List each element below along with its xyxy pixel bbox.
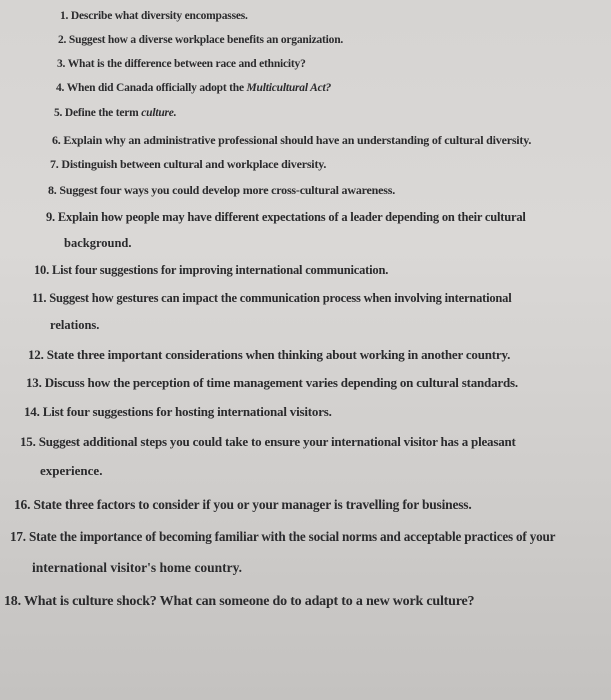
- question-number: 9.: [46, 210, 55, 224]
- question-number: 7.: [50, 157, 59, 171]
- question-number: 4.: [56, 82, 65, 94]
- question-18: [4, 594, 474, 610]
- question-text: Discuss how the perception of time management varies depending on cultural standards.: [44, 375, 518, 390]
- question-number: 6.: [52, 133, 61, 147]
- question-text: Suggest how a diverse workplace benefits an organization.: [68, 34, 344, 46]
- question-15-continuation: experience.: [40, 463, 103, 478]
- question-text: When did Canada officially adopt the: [66, 82, 247, 94]
- question-11-continuation: relations.: [50, 318, 100, 332]
- question-number: 2.: [58, 34, 67, 46]
- question-16: [14, 497, 472, 513]
- question-number: 17.: [10, 529, 26, 544]
- question-text: Suggest how gestures can impact the communication process when involving international: [49, 291, 512, 305]
- question-text: State the importance of becoming familiar with the social norms and acceptable practices of your: [29, 529, 556, 544]
- question-4: [56, 82, 331, 94]
- question-number: 12.: [28, 347, 44, 362]
- question-14: [24, 404, 332, 420]
- question-13: [26, 375, 518, 391]
- question-11: [32, 291, 512, 306]
- question-3: [57, 58, 306, 70]
- question-text: List four suggestions for improving international communication.: [51, 263, 389, 277]
- question-text: Explain how people may have different expectations of a leader depending on their cultural: [57, 210, 526, 224]
- question-12: [28, 347, 510, 363]
- question-6: [52, 133, 531, 148]
- question-9-continuation: background.: [64, 236, 132, 250]
- question-17: [10, 529, 555, 545]
- question-number: 5.: [54, 107, 63, 119]
- question-15: [20, 434, 516, 450]
- question-number: 13.: [26, 375, 42, 390]
- question-emphasis: culture.: [141, 107, 177, 119]
- question-text: State three factors to consider if you or your manager is travelling for business.: [33, 497, 472, 512]
- question-8: [48, 183, 395, 198]
- question-number: 1.: [60, 10, 69, 22]
- question-1: [60, 10, 248, 22]
- question-text: Distinguish between cultural and workplace diversity.: [61, 157, 327, 171]
- question-7: [50, 157, 326, 172]
- question-2: [58, 34, 343, 46]
- question-number: 8.: [48, 183, 57, 197]
- question-text: Suggest four ways you could develop more cross-cultural awareness.: [59, 183, 396, 197]
- question-text: List four suggestions for hosting international visitors.: [42, 404, 332, 419]
- question-9: [46, 210, 526, 225]
- question-10: [34, 263, 388, 278]
- question-emphasis: Multicultural Act?: [246, 82, 332, 94]
- question-number: 3.: [57, 58, 66, 70]
- question-text: Suggest additional steps you could take to ensure your international visitor has a pleasant: [38, 434, 516, 449]
- question-text: Define the term: [64, 107, 142, 119]
- question-text: What is the difference between race and ethnicity?: [67, 58, 306, 70]
- question-number: 14.: [24, 404, 40, 419]
- question-5: [54, 107, 176, 119]
- question-text: State three important considerations when thinking about working in another country.: [46, 347, 511, 362]
- question-text: What is culture shock? What can someone do to adapt to a new work culture?: [23, 594, 475, 609]
- question-number: 15.: [20, 434, 36, 449]
- question-number: 16.: [14, 497, 31, 512]
- question-number: 10.: [34, 263, 50, 277]
- question-text: Explain why an administrative professional should have an understanding of cultural diversity.: [63, 133, 532, 147]
- question-17-continuation: international visitor's home country.: [32, 560, 242, 575]
- question-text: Describe what diversity encompasses.: [70, 10, 248, 22]
- question-number: 18.: [4, 594, 21, 609]
- question-number: 11.: [32, 291, 47, 305]
